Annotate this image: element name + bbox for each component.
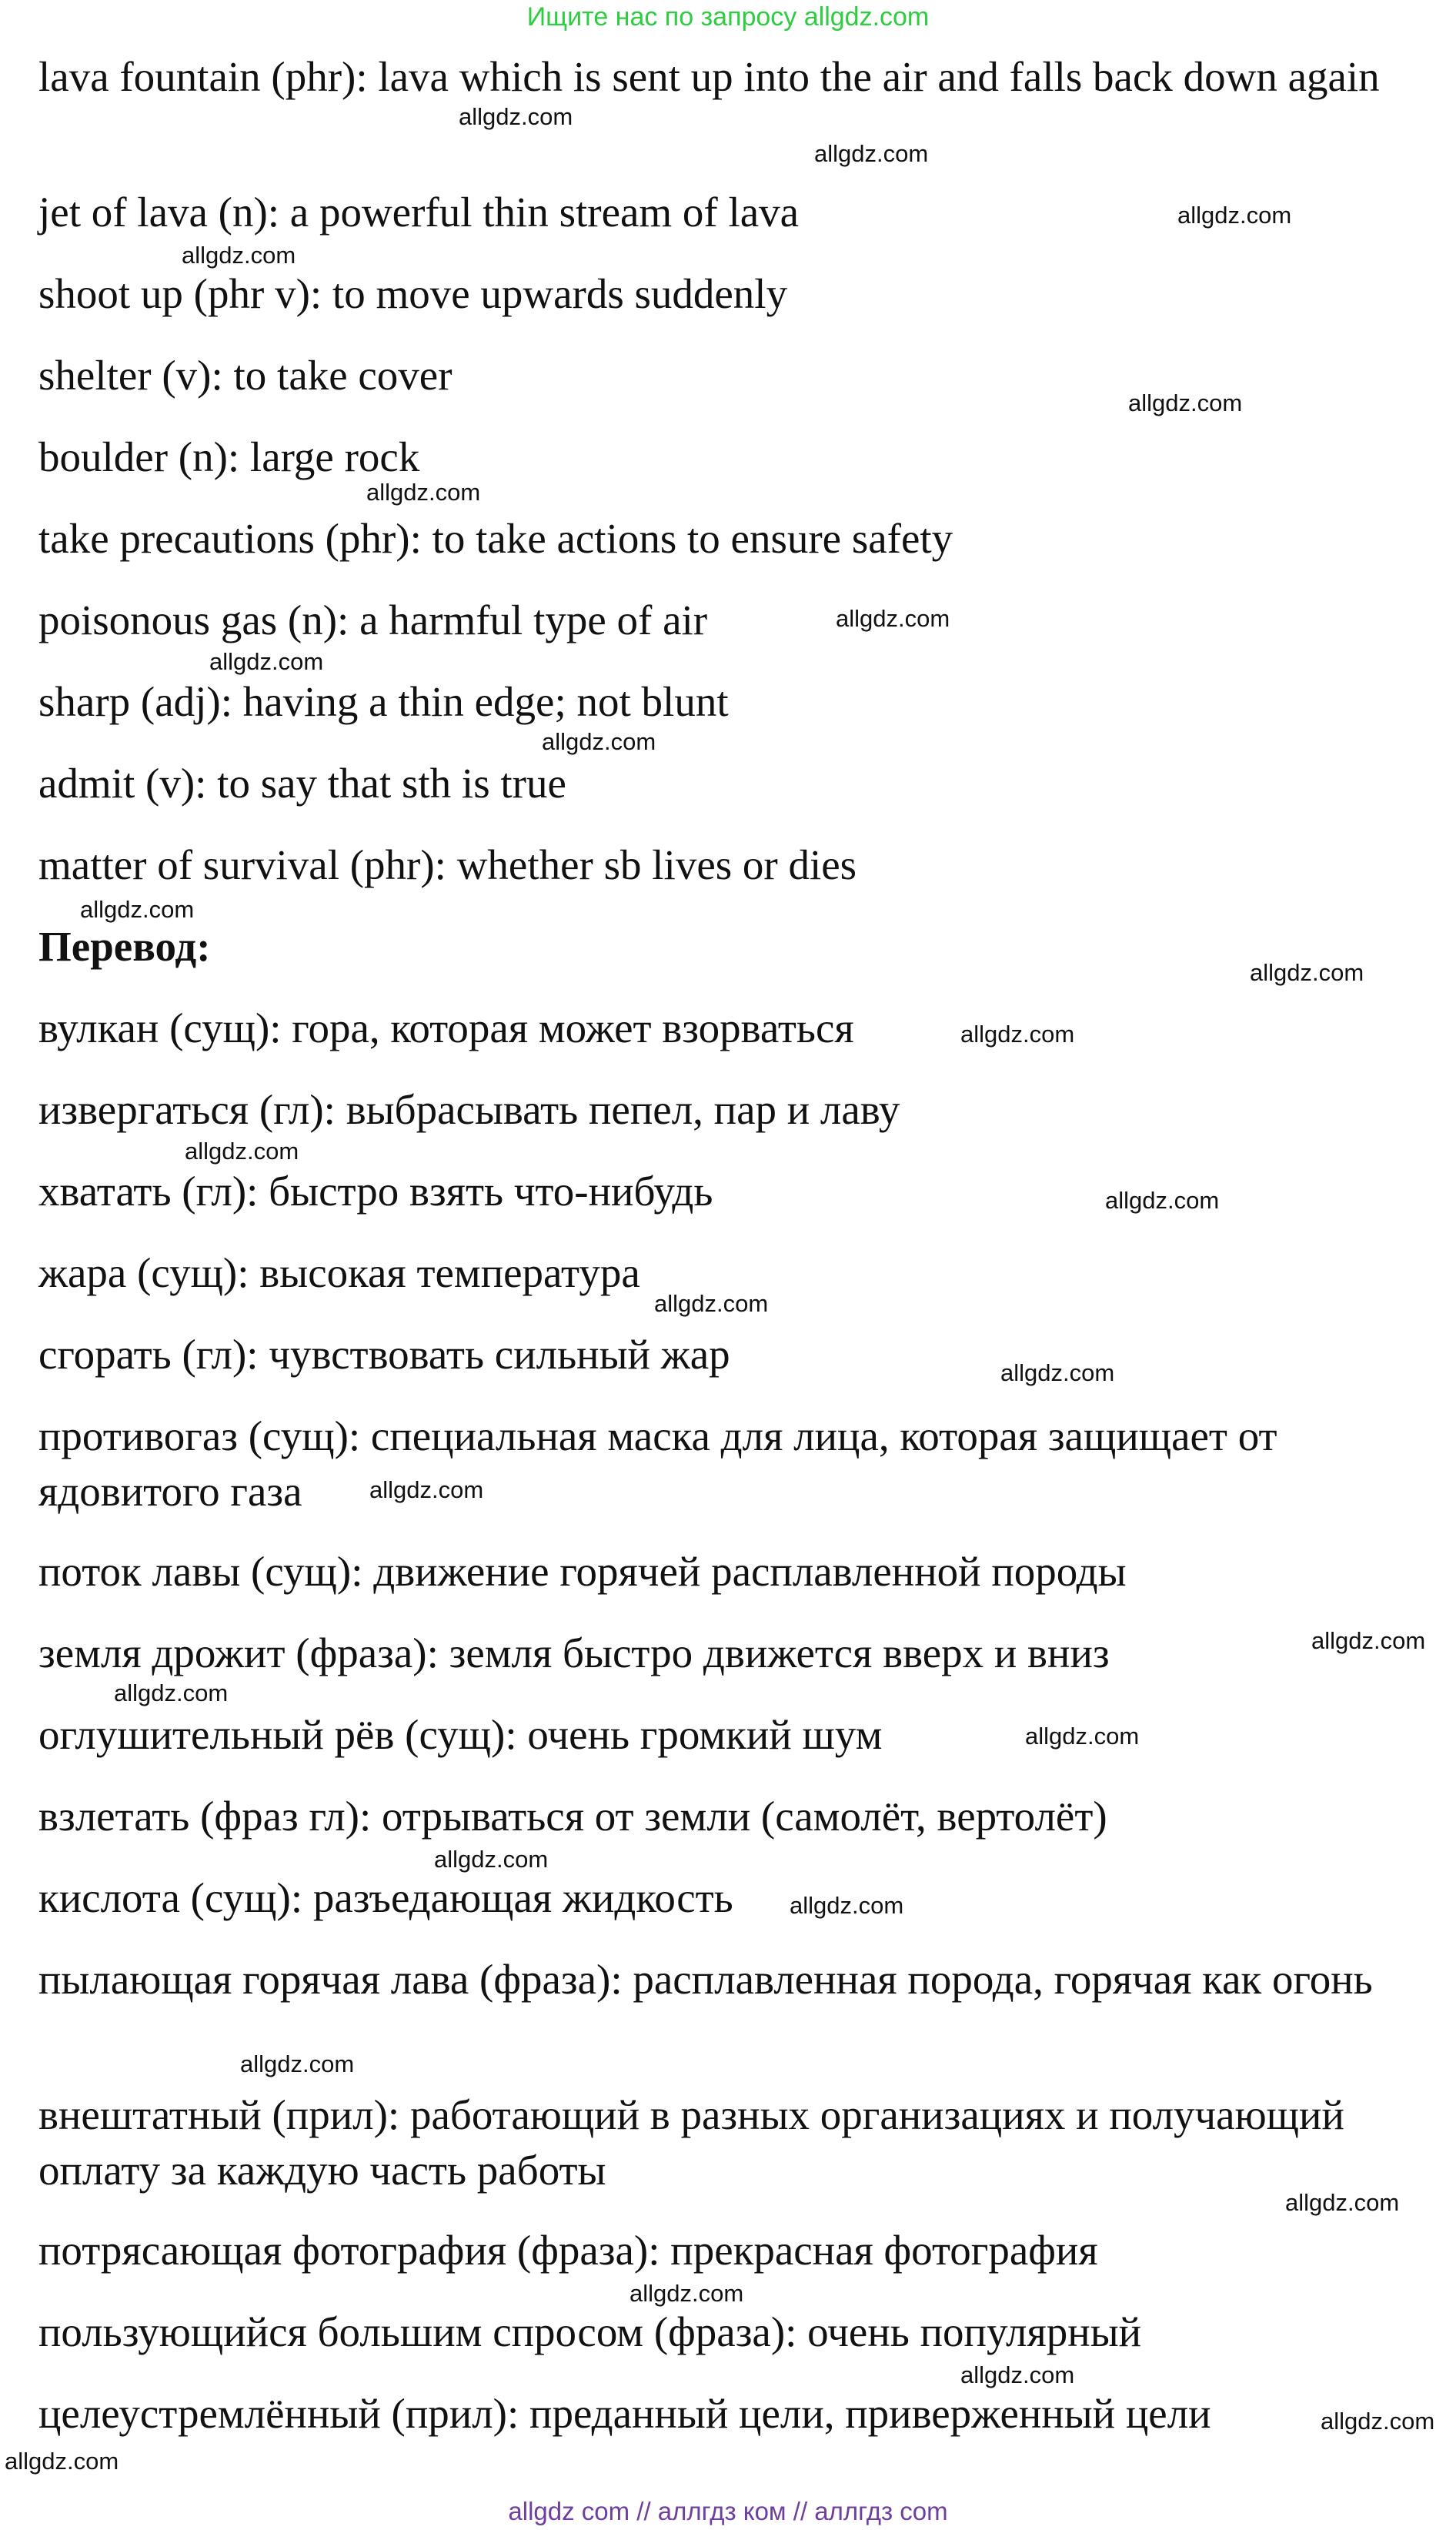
watermark-text: allgdz.com <box>960 2361 1075 2388</box>
watermark-text: allgdz.com <box>836 605 950 632</box>
vocab-entry-ru-13: внештатный (прил): работающий в разных организациях и получающий оплату за каждую часть работы <box>38 2091 1344 2194</box>
vocab-entry-ru-5: сгорать (гл): чувствовать сильный жар <box>38 1331 730 1378</box>
vocab-entry-en-3: shoot up (phr v): to move upwards suddenly <box>38 270 788 317</box>
vocab-entry-en-4: shelter (v): to take cover <box>38 352 452 399</box>
watermark-text: allgdz.com <box>80 896 195 923</box>
vocab-entry-ru-10: взлетать (фраз гл): отрываться от земли (самолёт, вертолёт) <box>38 1793 1107 1840</box>
vocab-entry-ru-2: извергаться (гл): выбрасывать пепел, пар и лаву <box>38 1086 900 1133</box>
vocab-entry-ru-16: целеустремлённый (прил): преданный цели, приверженный цели <box>38 2390 1211 2437</box>
vocab-entry-en-5: boulder (n): large rock <box>38 433 420 480</box>
vocab-entry-ru-3: хватать (гл): быстро взять что-нибудь <box>38 1168 713 1215</box>
watermark-text: allgdz.com <box>654 1290 769 1317</box>
vocab-entry-ru-15: пользующийся большим спросом (фраза): очень популярный <box>38 2308 1142 2355</box>
watermark-text: allgdz.com <box>629 2280 744 2307</box>
watermark-text: allgdz.com <box>1177 202 1292 229</box>
vocab-entry-ru-12: пылающая горячая лава (фраза): расплавленная порода, горячая как огонь <box>38 1956 1373 2003</box>
vocab-entry-ru-1: вулкан (сущ): гора, которая может взорваться <box>38 1004 854 1051</box>
watermark-text: allgdz.com <box>1105 1187 1220 1214</box>
vocab-entry-en-1: lava fountain (phr): lava which is sent up into the air and falls back down again <box>38 53 1380 100</box>
watermark-text: allgdz.com <box>790 1892 904 1919</box>
watermark-text: allgdz.com <box>814 140 929 167</box>
vocab-entry-ru-6: противогаз (сущ): специальная маска для лица, которая защищает от ядовитого газа <box>38 1412 1277 1515</box>
watermark-text: allgdz.com <box>459 103 573 130</box>
vocab-entry-ru-4: жара (сущ): высокая температура <box>38 1249 640 1296</box>
watermark-text: allgdz.com <box>369 1476 484 1503</box>
watermark-text: allgdz.com <box>185 1138 299 1165</box>
watermark-text: allgdz.com <box>434 1846 549 1873</box>
watermark-text: allgdz.com <box>960 1021 1075 1048</box>
watermark-text: allgdz.com <box>5 2448 119 2475</box>
watermark-text: allgdz.com <box>240 2050 355 2077</box>
watermark-text: allgdz.com <box>1311 1627 1426 1654</box>
vocab-entry-en-10: matter of survival (phr): whether sb lives or dies <box>38 841 857 888</box>
watermark-text: allgdz.com <box>1285 2189 1400 2216</box>
vocab-entry-en-2: jet of lava (n): a powerful thin stream of lava <box>38 189 800 236</box>
watermark-text: allgdz.com <box>114 1679 229 1706</box>
watermark-text: allgdz.com <box>366 479 481 506</box>
watermark-text: allgdz.com <box>1128 389 1243 416</box>
watermark-text: allgdz.com <box>1321 2408 1435 2435</box>
vocab-entry-ru-9: оглушительный рёв (сущ): очень громкий шум <box>38 1711 883 1758</box>
vocab-entry-en-8: sharp (adj): having a thin edge; not blunt <box>38 678 729 725</box>
watermark-text: allgdz.com <box>209 648 324 675</box>
watermark-text: allgdz.com <box>1000 1359 1115 1386</box>
site-footer-banner: allgdz com // аллгдз ком // аллгдз com <box>508 2497 948 2525</box>
vocab-entry-en-7: poisonous gas (n): a harmful type of air <box>38 597 708 643</box>
translation-heading: Перевод: <box>38 923 211 970</box>
watermark-text: allgdz.com <box>542 728 656 755</box>
watermark-text: allgdz.com <box>1250 959 1364 986</box>
watermark-text: allgdz.com <box>1025 1723 1140 1750</box>
vocab-entry-ru-11: кислота (сущ): разъедающая жидкость <box>38 1874 733 1921</box>
vocab-entry-ru-8: земля дрожит (фраза): земля быстро движется вверх и вниз <box>38 1629 1110 1676</box>
vocab-entry-ru-14: потрясающая фотография (фраза): прекрасная фотография <box>38 2227 1098 2274</box>
vocab-entry-ru-7: поток лавы (сущ): движение горячей расплавленной породы <box>38 1548 1127 1595</box>
watermark-text: allgdz.com <box>182 242 296 269</box>
vocab-entry-en-6: take precautions (phr): to take actions to ensure safety <box>38 515 953 562</box>
vocab-entry-en-9: admit (v): to say that sth is true <box>38 760 566 807</box>
site-header-banner: Ищите нас по запросу allgdz.com <box>526 2 930 32</box>
